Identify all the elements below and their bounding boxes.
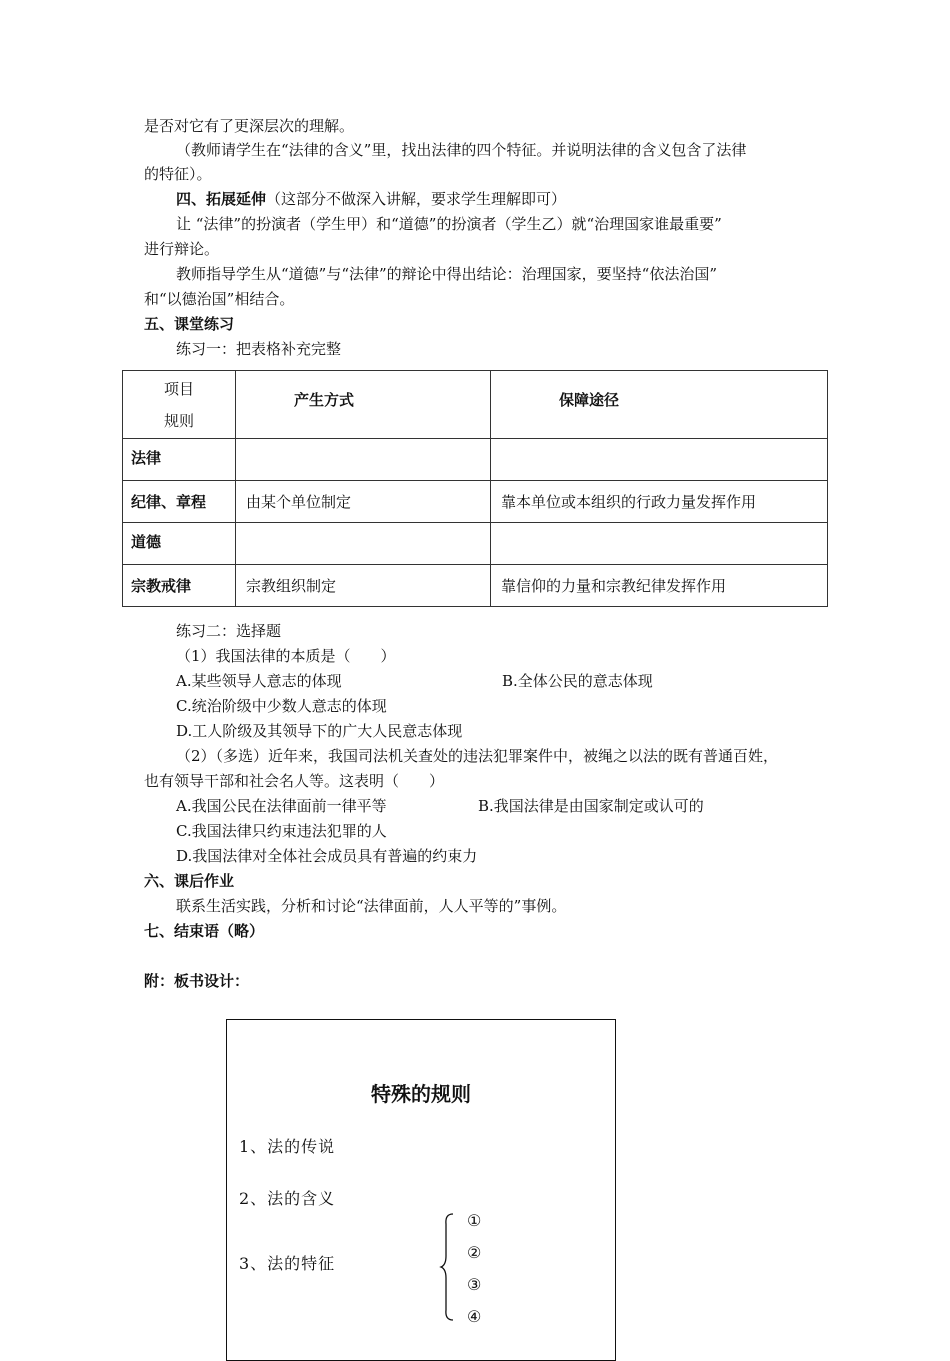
- board-title: 特殊的规则: [371, 1082, 471, 1106]
- table-header-col1: 产生方式: [236, 371, 491, 439]
- option-c: C.我国法律只约束违法犯罪的人: [176, 822, 387, 840]
- row-cell: [236, 523, 491, 565]
- option-c: C.统治阶级中少数人意志的体现: [176, 697, 387, 715]
- section-title: 四、拓展延伸: [176, 190, 267, 208]
- row-cell: 靠信仰的力量和宗教纪律发挥作用: [491, 565, 828, 607]
- feature-mark-1: ①: [467, 1211, 482, 1230]
- row-cell: 宗教组织制定: [236, 565, 491, 607]
- exercise-table: [122, 370, 828, 607]
- blackboard-design: [226, 1019, 616, 1361]
- exercise-1-label: 练习一：把表格补充完整: [176, 340, 342, 358]
- corner-top-label: 项目: [163, 379, 194, 398]
- section-5-heading: 五、课堂练习: [144, 315, 235, 333]
- option-b: B.全体公民的意志体现: [502, 672, 653, 690]
- paragraph-line: 教师指导学生从“道德”与“法律”的辩论中得出结论：治理国家，要坚持“依法治国”: [176, 265, 718, 283]
- table-corner-cell: [123, 371, 236, 439]
- appendix-heading: 附：板书设计：: [144, 972, 250, 990]
- table-row: [123, 481, 828, 523]
- row-name: 道德: [123, 523, 236, 565]
- option-b: B.我国法律是由国家制定或认可的: [478, 797, 704, 815]
- section-note: （这部分不做深入讲解，要求学生理解即可）: [266, 190, 567, 208]
- row-cell: [491, 439, 828, 481]
- homework-text: 联系生活实践，分析和讨论“法律面前，人人平等的”事例。: [176, 897, 567, 915]
- section-7-heading: 七、结束语（略）: [144, 922, 265, 940]
- paragraph-line: 让 “法律”的扮演者（学生甲）和“道德”的扮演者（学生乙）就“治理国家谁最重要”: [176, 215, 722, 233]
- board-item-2: 2、法的含义: [239, 1189, 336, 1208]
- paragraph-line: 的特征）。: [144, 165, 212, 183]
- option-a: A.某些领导人意志的体现: [176, 672, 342, 690]
- table-row: [123, 565, 828, 607]
- row-name: 纪律、章程: [123, 481, 236, 523]
- table-row: [123, 439, 828, 481]
- row-name: 宗教戒律: [123, 565, 236, 607]
- feature-mark-2: ②: [467, 1243, 482, 1262]
- row-cell: 靠本单位或本组织的行政力量发挥作用: [491, 481, 828, 523]
- row-cell: 由某个单位制定: [236, 481, 491, 523]
- row-cell: [491, 523, 828, 565]
- option-d: D.工人阶级及其领导下的广大人民意志体现: [176, 722, 463, 740]
- section-4-heading: [176, 189, 566, 209]
- board-item-1: 1、法的传说: [239, 1137, 336, 1156]
- board-item-3: 3、法的特征: [239, 1254, 336, 1273]
- row-cell: [236, 439, 491, 481]
- option-a: A.我国公民在法律面前一律平等: [176, 797, 387, 815]
- corner-bottom-label: 规则: [163, 411, 194, 430]
- question-2-cont: 也有领导干部和社会名人等。这表明（ ）: [144, 772, 445, 790]
- question-2: （2）（多选）近年来，我国司法机关查处的违法犯罪案件中，被绳之以法的既有普通百姓，: [176, 747, 779, 765]
- table-row: [123, 523, 828, 565]
- paragraph-line: 和“以德治国”相结合。: [144, 290, 295, 308]
- paragraph-line: 是否对它有了更深层次的理解。: [144, 117, 355, 135]
- row-name: 法律: [123, 439, 236, 481]
- paragraph-line: 进行辩论。: [144, 240, 220, 258]
- feature-mark-3: ③: [467, 1275, 482, 1294]
- question-1: （1）我国法律的本质是（ ）: [176, 647, 396, 665]
- feature-mark-4: ④: [467, 1307, 482, 1326]
- exercise-2-label: 练习二：选择题: [176, 622, 282, 640]
- table-header-col2: 保障途径: [491, 371, 828, 439]
- option-d: D.我国法律对全体社会成员具有普遍的约束力: [176, 847, 478, 865]
- brace-icon: [439, 1212, 459, 1322]
- table-header-row: [123, 371, 828, 439]
- paragraph-line: （教师请学生在“法律的含义”里，找出法律的四个特征。并说明法律的含义包含了法律: [176, 141, 747, 159]
- section-6-heading: 六、课后作业: [144, 872, 235, 890]
